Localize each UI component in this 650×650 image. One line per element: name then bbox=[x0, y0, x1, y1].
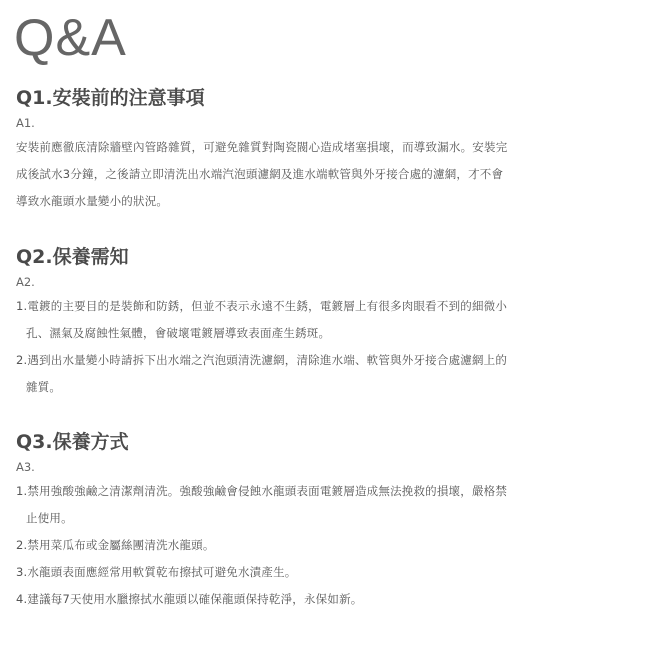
paragraph-line: 導致水龍頭水量變小的狀況。 bbox=[16, 194, 169, 208]
answer-label: A3. bbox=[16, 460, 35, 474]
list-item-text: 2.禁用菜瓜布或金屬絲團清洗水龍頭。 bbox=[16, 538, 215, 552]
list-item-continuation: 止使用。 bbox=[26, 511, 73, 525]
question-heading: Q2.保養需知 bbox=[16, 246, 129, 268]
paragraph-line: 成後試水3分鐘，之後請立即清洗出水端汽泡頭濾網及進水端軟管與外牙接合處的濾網，才不會 bbox=[16, 167, 504, 181]
list-item-text: 1.禁用強酸強鹼之清潔劑清洗。強酸強鹼會侵蝕水龍頭表面電鍍層造成無法挽救的損壞，嚴格禁 bbox=[16, 484, 508, 498]
list-item bbox=[16, 559, 588, 586]
qa-section-1 bbox=[16, 86, 588, 215]
list-item-text: 4.建議每7天使用水臘擦拭水龍頭以確保龍頭保持乾淨，永保如新。 bbox=[16, 592, 363, 606]
answer-paragraph bbox=[16, 134, 588, 215]
list-item-text: 1.電鍍的主要目的是裝飾和防銹，但並不表示永遠不生銹，電鍍層上有很多肉眼看不到的細微小 bbox=[16, 299, 508, 313]
qa-section-3 bbox=[16, 430, 588, 613]
question-heading: Q1.安裝前的注意事項 bbox=[16, 87, 205, 109]
list-item bbox=[16, 347, 588, 401]
list-item-text: 3.水龍頭表面應經常用軟質乾布擦拭可避免水漬產生。 bbox=[16, 565, 297, 579]
answer-list bbox=[16, 293, 588, 401]
answer-label: A1. bbox=[16, 116, 35, 130]
qa-section-2 bbox=[16, 245, 588, 401]
list-item bbox=[16, 293, 588, 347]
list-item-continuation: 雜質。 bbox=[26, 380, 62, 394]
answer-label: A2. bbox=[16, 275, 35, 289]
list-item bbox=[16, 586, 588, 613]
list-item-continuation: 孔、濕氣及腐蝕性氣體，會破壞電鍍層導致表面產生銹斑。 bbox=[26, 326, 331, 340]
list-item-text: 2.遇到出水量變小時請拆下出水端之汽泡頭清洗濾網，清除進水端、軟管與外牙接合處濾網上的 bbox=[16, 353, 508, 367]
answer-list bbox=[16, 478, 588, 613]
list-item bbox=[16, 478, 588, 532]
paragraph-line: 安裝前應徹底清除牆壁內管路雜質，可避免雜質對陶瓷閥心造成堵塞損壞，而導致漏水。安裝完 bbox=[16, 140, 508, 154]
question-heading: Q3.保養方式 bbox=[16, 431, 129, 453]
page-title: Q&A bbox=[14, 9, 127, 67]
list-item bbox=[16, 532, 588, 559]
